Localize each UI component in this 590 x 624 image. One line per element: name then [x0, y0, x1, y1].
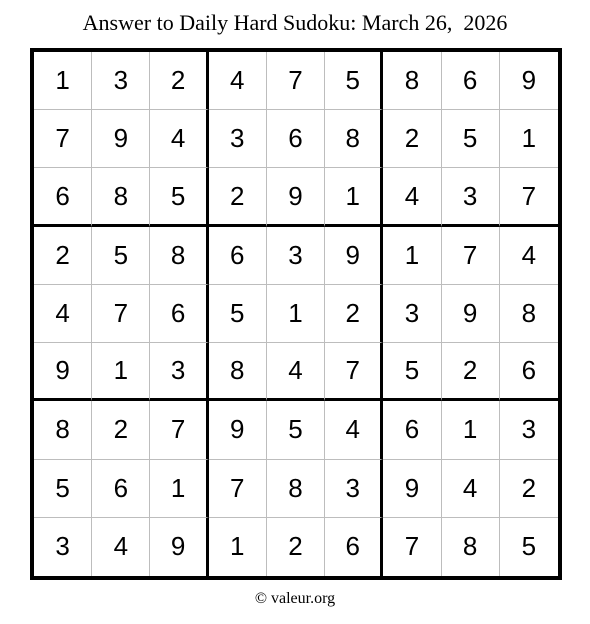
sudoku-cell-r8c2: 6 — [92, 460, 150, 518]
sudoku-cell-r8c9: 2 — [500, 460, 558, 518]
sudoku-cell-r3c5: 9 — [267, 168, 325, 226]
sudoku-cell-r5c1: 4 — [34, 285, 92, 343]
sudoku-cell-r3c6: 1 — [325, 168, 383, 226]
sudoku-cell-r8c3: 1 — [150, 460, 208, 518]
sudoku-cell-r1c7: 8 — [383, 52, 441, 110]
sudoku-cell-r6c9: 6 — [500, 343, 558, 401]
sudoku-cell-r8c5: 8 — [267, 460, 325, 518]
sudoku-cell-r8c1: 5 — [34, 460, 92, 518]
sudoku-cell-r9c2: 4 — [92, 518, 150, 576]
sudoku-cell-r4c9: 4 — [500, 227, 558, 285]
sudoku-cell-r1c5: 7 — [267, 52, 325, 110]
sudoku-cell-r6c5: 4 — [267, 343, 325, 401]
page-title: Answer to Daily Hard Sudoku: March 26, 2026 — [82, 10, 508, 35]
sudoku-cell-r6c6: 7 — [325, 343, 383, 401]
sudoku-cell-r9c3: 9 — [150, 518, 208, 576]
sudoku-cell-r4c7: 1 — [383, 227, 441, 285]
sudoku-cell-r6c1: 9 — [34, 343, 92, 401]
sudoku-cell-r6c2: 1 — [92, 343, 150, 401]
sudoku-cell-r2c8: 5 — [442, 110, 500, 168]
sudoku-cell-r5c8: 9 — [442, 285, 500, 343]
sudoku-cell-r2c5: 6 — [267, 110, 325, 168]
sudoku-cell-r7c7: 6 — [383, 401, 441, 459]
sudoku-cell-r9c1: 3 — [34, 518, 92, 576]
sudoku-cell-r3c3: 5 — [150, 168, 208, 226]
sudoku-cell-r8c7: 9 — [383, 460, 441, 518]
sudoku-cell-r9c7: 7 — [383, 518, 441, 576]
sudoku-cell-r1c9: 9 — [500, 52, 558, 110]
sudoku-cell-r4c1: 2 — [34, 227, 92, 285]
sudoku-cell-r7c9: 3 — [500, 401, 558, 459]
sudoku-cell-r4c3: 8 — [150, 227, 208, 285]
sudoku-cell-r6c8: 2 — [442, 343, 500, 401]
copyright-footer: © valeur.org — [254, 590, 336, 607]
sudoku-cell-r6c7: 5 — [383, 343, 441, 401]
sudoku-cell-r2c2: 9 — [92, 110, 150, 168]
sudoku-cell-r7c1: 8 — [34, 401, 92, 459]
sudoku-cell-r5c9: 8 — [500, 285, 558, 343]
sudoku-cell-r5c6: 2 — [325, 285, 383, 343]
sudoku-cell-r8c8: 4 — [442, 460, 500, 518]
sudoku-cell-r3c4: 2 — [209, 168, 267, 226]
sudoku-cell-r3c1: 6 — [34, 168, 92, 226]
sudoku-cell-r6c3: 3 — [150, 343, 208, 401]
sudoku-cell-r1c8: 6 — [442, 52, 500, 110]
sudoku-cell-r9c6: 6 — [325, 518, 383, 576]
sudoku-cell-r8c6: 3 — [325, 460, 383, 518]
sudoku-cell-r9c4: 1 — [209, 518, 267, 576]
sudoku-cell-r1c1: 1 — [34, 52, 92, 110]
sudoku-cell-r2c1: 7 — [34, 110, 92, 168]
sudoku-cell-r7c2: 2 — [92, 401, 150, 459]
sudoku-cell-r7c3: 7 — [150, 401, 208, 459]
sudoku-cell-r2c6: 8 — [325, 110, 383, 168]
sudoku-cell-r3c9: 7 — [500, 168, 558, 226]
sudoku-board — [30, 48, 562, 580]
sudoku-cell-r4c2: 5 — [92, 227, 150, 285]
sudoku-cell-r4c6: 9 — [325, 227, 383, 285]
sudoku-cell-r3c8: 3 — [442, 168, 500, 226]
sudoku-cell-r4c5: 3 — [267, 227, 325, 285]
sudoku-cell-r5c4: 5 — [209, 285, 267, 343]
sudoku-cell-r7c6: 4 — [325, 401, 383, 459]
sudoku-cell-r6c4: 8 — [209, 343, 267, 401]
sudoku-cell-r2c4: 3 — [209, 110, 267, 168]
sudoku-cell-r4c8: 7 — [442, 227, 500, 285]
sudoku-cell-r7c8: 1 — [442, 401, 500, 459]
sudoku-cell-r5c3: 6 — [150, 285, 208, 343]
sudoku-cell-r9c9: 5 — [521, 531, 537, 562]
sudoku-cell-r1c2: 3 — [92, 52, 150, 110]
sudoku-cell-r9c8: 8 — [442, 518, 500, 576]
sudoku-cell-r1c4: 4 — [209, 52, 267, 110]
sudoku-cell-r2c3: 4 — [150, 110, 208, 168]
sudoku-cell-r5c7: 3 — [383, 285, 441, 343]
sudoku-cell-r5c5: 1 — [267, 285, 325, 343]
sudoku-cell-r8c4: 7 — [209, 460, 267, 518]
sudoku-cell-r7c5: 5 — [267, 401, 325, 459]
sudoku-cell-r2c9: 1 — [500, 110, 558, 168]
sudoku-cell-r3c7: 4 — [383, 168, 441, 226]
sudoku-cell-r9c5: 2 — [267, 518, 325, 576]
sudoku-cell-r5c2: 7 — [92, 285, 150, 343]
sudoku-cell-r1c3: 2 — [150, 52, 208, 110]
sudoku-cell-r7c4: 9 — [209, 401, 267, 459]
sudoku-cell-r1c6: 5 — [325, 52, 383, 110]
sudoku-cell-r4c4: 6 — [209, 227, 267, 285]
sudoku-cell-r3c2: 8 — [92, 168, 150, 226]
sudoku-cell-r2c7: 2 — [383, 110, 441, 168]
